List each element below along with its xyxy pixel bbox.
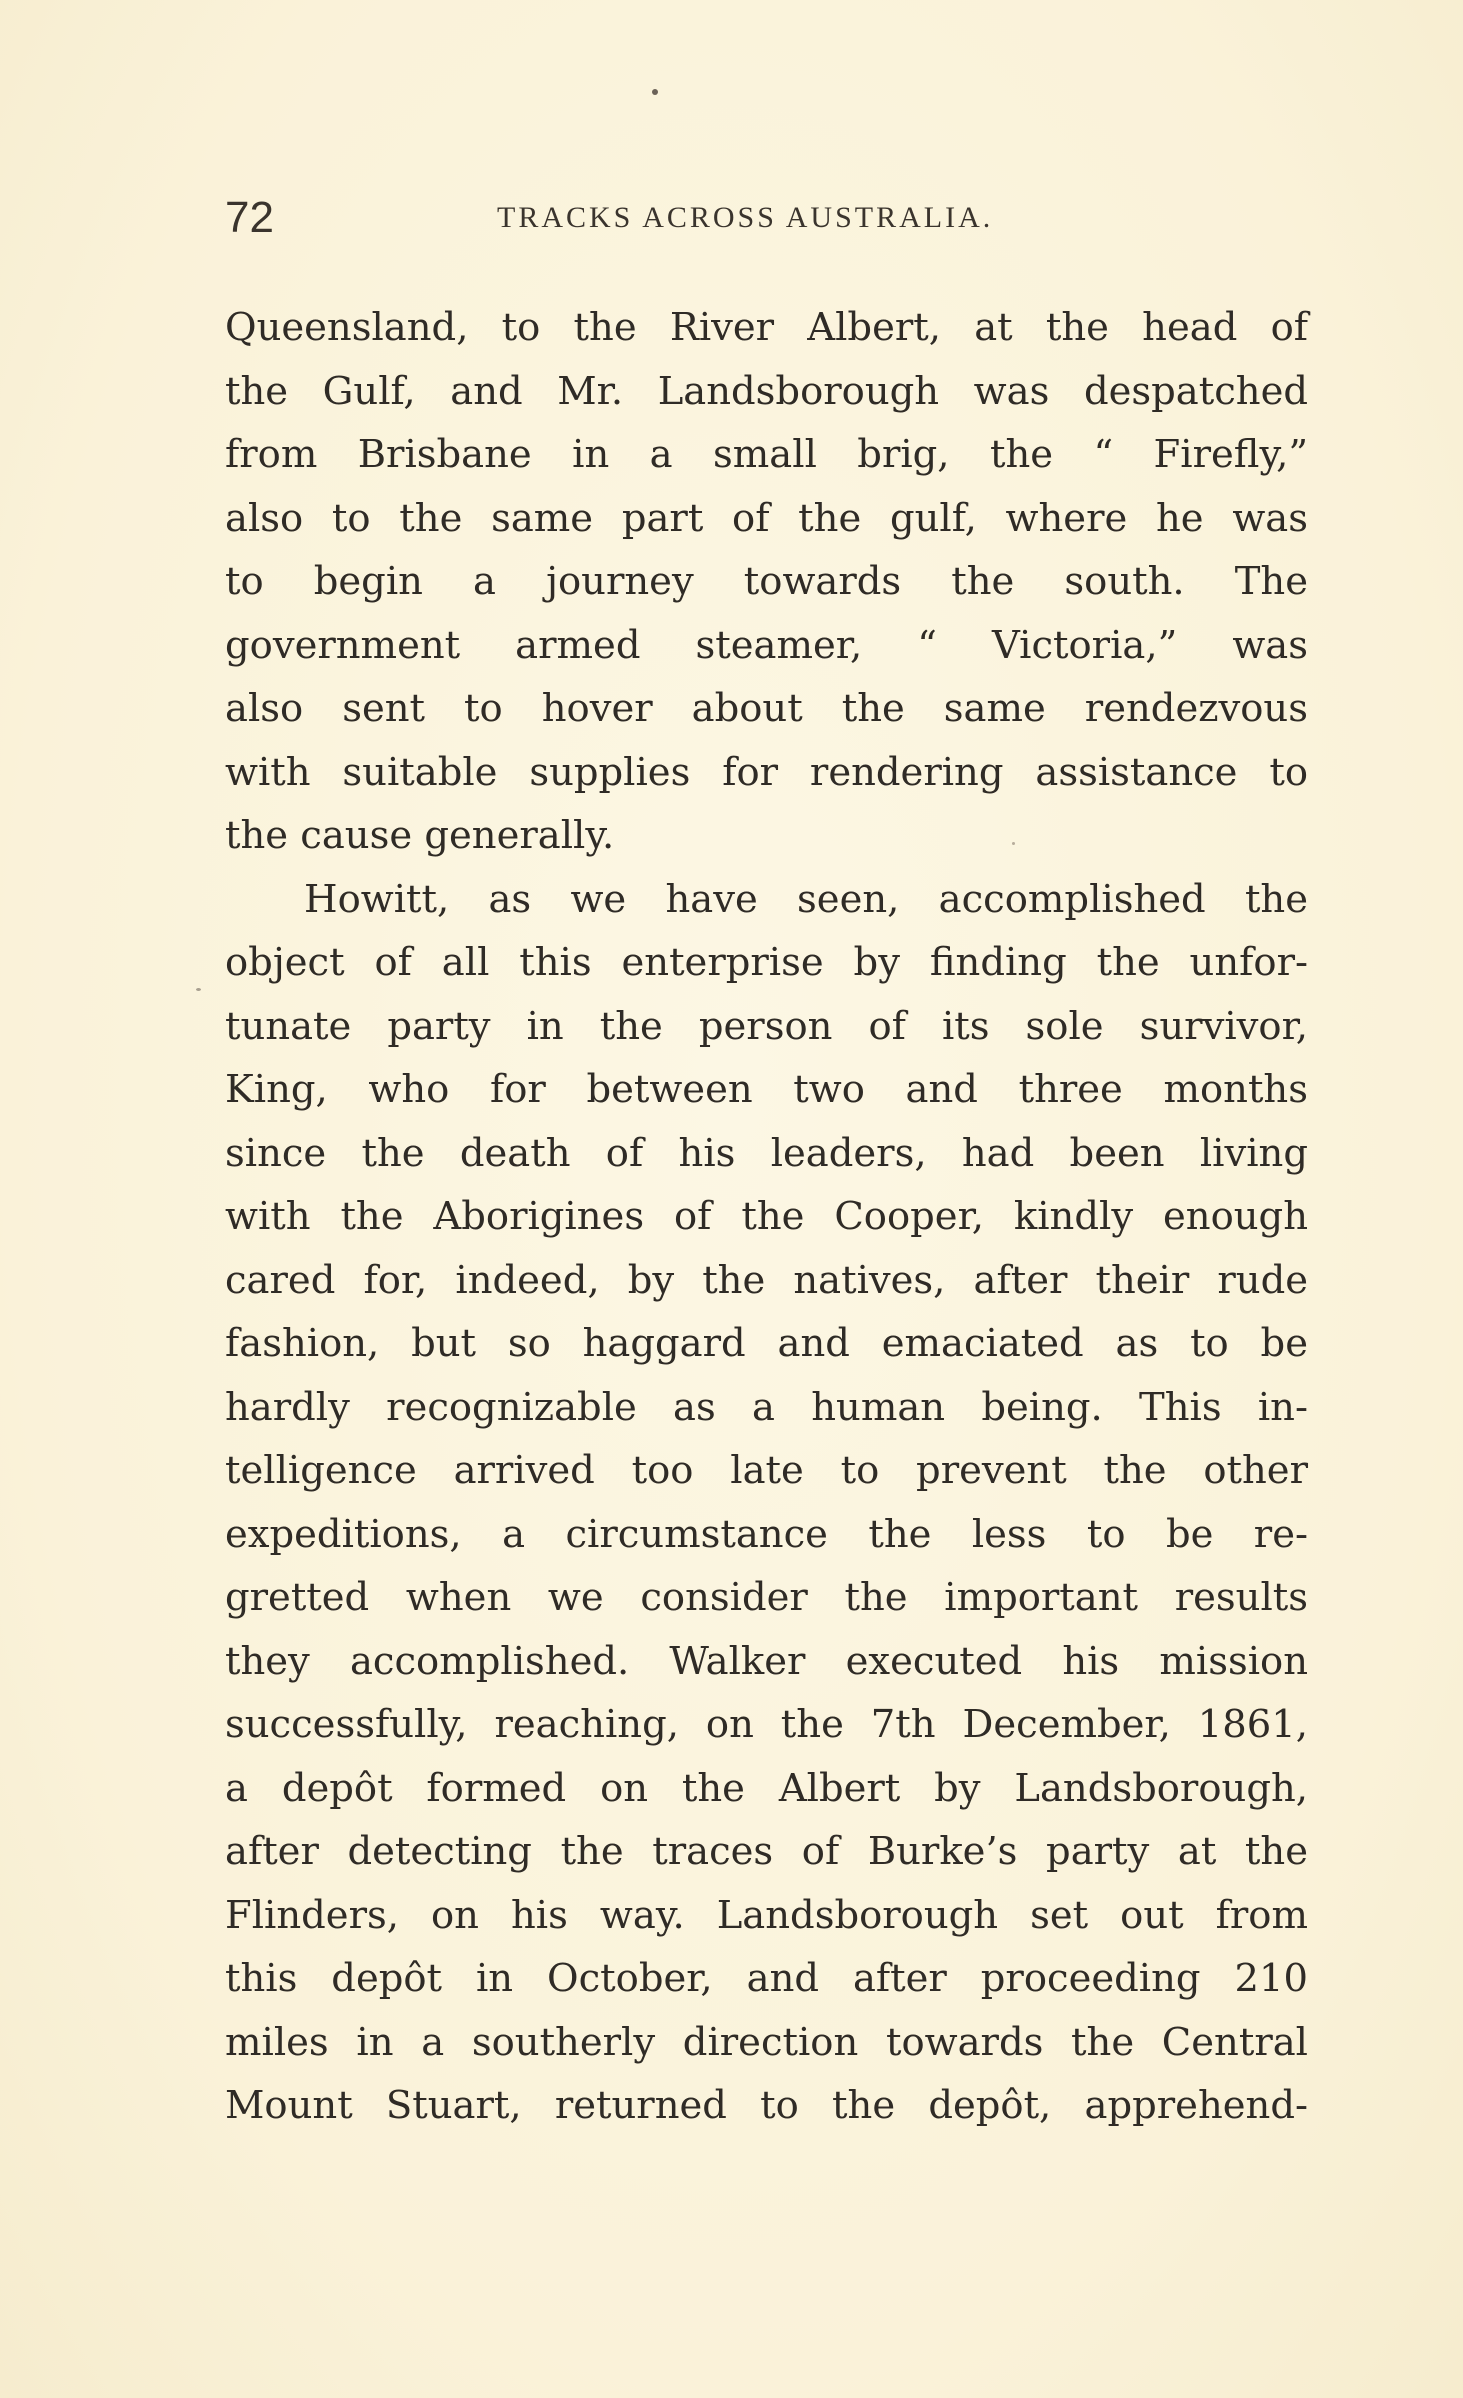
text-line: with suitable supplies for rendering assistance to (225, 749, 1308, 795)
text-line: Flinders, on his way. Landsborough set out from (225, 1892, 1308, 1938)
text-line: Howitt, as we have seen, accomplished the (304, 876, 1308, 922)
text-line: telligence arrived too late to prevent the other (225, 1448, 1308, 1493)
text-line: they accomplished. Walker executed his mission (225, 1638, 1308, 1684)
text-line: miles in a southerly direction towards the Central (225, 2019, 1308, 2065)
text-line: gretted when we consider the important results (225, 1575, 1308, 1620)
text-line: the Gulf, and Mr. Landsborough was despatched (225, 368, 1308, 414)
text-line: a depôt formed on the Albert by Landsborough, (225, 1765, 1308, 1811)
text-line: government armed steamer, “ Victoria,” was (225, 622, 1308, 668)
text-line: King, who for between two and three months (225, 1067, 1308, 1112)
ink-speck (652, 89, 658, 95)
text-line: since the death of his leaders, had been living (225, 1130, 1308, 1176)
text-line: to begin a journey towards the south. The (225, 559, 1308, 604)
running-title: TRACKS ACROSS AUSTRALIA. (497, 201, 994, 234)
text-line: fashion, but so haggard and emaciated as to be (225, 1321, 1308, 1366)
paragraph (225, 868, 1308, 2138)
paragraph (225, 296, 1308, 868)
page-number: 72 (225, 193, 274, 242)
text-line: cared for, indeed, by the natives, after their rude (225, 1257, 1308, 1303)
text-line: this depôt in October, and after proceeding 210 (225, 1956, 1308, 2001)
text-line: expeditions, a circumstance the less to be re- (225, 1511, 1308, 1557)
text-line: with the Aborigines of the Cooper, kindly enough (225, 1194, 1308, 1239)
text-line: the cause generally. (225, 813, 615, 858)
text-line: tunate party in the person of its sole survivor, (225, 1003, 1308, 1049)
page-header (225, 188, 1308, 248)
text-line: also to the same part of the gulf, where he was (225, 495, 1308, 541)
text-line: also sent to hover about the same rendezvous (225, 686, 1308, 731)
text-line: from Brisbane in a small brig, the “ Firefly,” (225, 432, 1308, 477)
text-line: hardly recognizable as a human being. This in- (225, 1384, 1308, 1430)
text-line: after detecting the traces of Burke’s party at the (225, 1829, 1308, 1874)
text-line: Queensland, to the River Albert, at the head of (225, 305, 1308, 350)
body-text (225, 296, 1308, 2138)
text-line: object of all this enterprise by finding the unfor- (225, 940, 1308, 985)
ink-speck (196, 988, 201, 991)
text-line: Mount Stuart, returned to the depôt, apprehend- (225, 2083, 1308, 2128)
text-line: successfully, reaching, on the 7th December, 1861, (225, 1702, 1308, 1747)
